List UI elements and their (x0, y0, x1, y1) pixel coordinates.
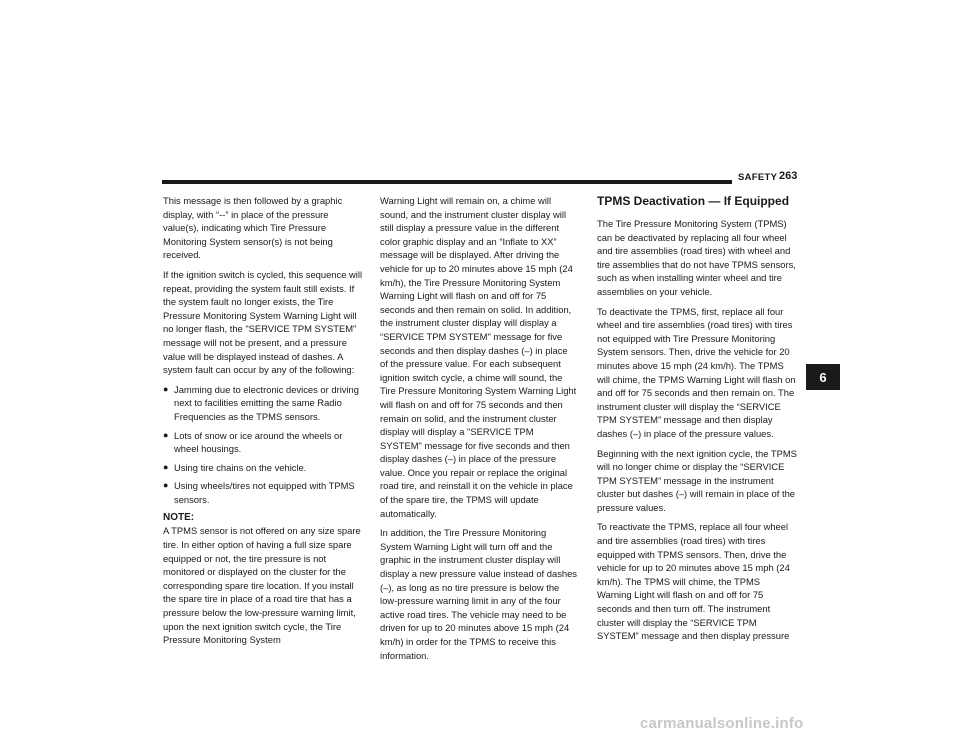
fault-cause-list (163, 383, 366, 507)
list-item: ● Using wheels/tires not equipped with TPMS sensors. (163, 480, 355, 505)
column-1 (163, 194, 366, 653)
note-text: A TPMS sensor is not offered on any size spare tire. In either option of having a full size spare equipped or not, the tire pressure is not monitored or displayed on the cluster for the corresponding spare tire location. If you install the spare tire in place of a road tire that has a pressure below the low-pressure warning limit, upon the next ignition switch cycle, the Tire Pressure Monitoring System (163, 525, 361, 646)
paragraph: If the ignition switch is cycled, this sequence will repeat, providing the system fault still exists. If the system fault no longer exists, the Tire Pressure Monitoring System Warning Light will no longer flash, the "SERVICE TPM SYSTEM" message will not be present, and a pressure value will be displayed instead of dashes. A system fault can occur by any of the following: (163, 268, 363, 376)
note-title: NOTE: (163, 512, 195, 524)
section-title: SAFETY (738, 172, 778, 183)
page-number: 263 (779, 170, 798, 182)
watermark: carmanualsonline.info (640, 715, 804, 732)
list-item: ● Jamming due to electronic devices or driving next to facilities emitting the same Radio Frequencies as the TPMS sensors. (163, 383, 359, 422)
bullet-icon: ● (163, 383, 169, 394)
paragraph: The Tire Pressure Monitoring System (TPMS) can be deactivated by replacing all four wheel and tire assemblies (road tires) with wheel and tire assemblies that do not have TPMS sensors, such as when installing winter wheel and tire assemblies on your vehicle. (597, 218, 796, 297)
paragraph: This message is then followed by a graphic display, with “--” in place of the pressure value(s), indicating which Tire Pressure Monitoring System sensor(s) is not being received. (163, 195, 343, 261)
column-3 (597, 194, 797, 649)
chapter-tab: 6 (806, 364, 840, 390)
section-heading: TPMS Deactivation — If Equipped (597, 194, 790, 208)
paragraph: To deactivate the TPMS, first, replace all four wheel and tire assemblies (road tires) with tires not equipped with Tire Pressure Monitoring System sensors. Then, drive the vehicle for 20 minutes above 15 mph (24 km/h). The TPMS will chime, the TPMS Warning Light will flash on and off for 75 seconds and then remain on. The instrument cluster will display the “SERVICE TPM SYSTEM” message and then display dashes (–) in place of the pressure values. (597, 305, 796, 439)
column-2 (380, 194, 578, 668)
paragraph: Beginning with the next ignition cycle, the TPMS will no longer chime or display the “SERVICE TPM SYSTEM” message in the instrument cluster but dashes (–) will remain in place of the pressure values. (597, 447, 797, 513)
list-item: ● Lots of snow or ice around the wheels or wheel housings. (163, 429, 343, 455)
paragraph: In addition, the Tire Pressure Monitoring System Warning Light will turn off and the graphic in the instrument cluster display will display a new pressure value instead of dashes (–), as long as no tire pressure is below the low-pressure warning limit in any of the four active road tires. The vehicle may need to be driven for up to 20 minutes above 15 mph (24 km/h) in order for the TPMS to receive this information. (380, 527, 577, 661)
paragraph: Warning Light will remain on, a chime will sound, and the instrument cluster display will still display a pressure value in the different color graphic display and an “Inflate to XX” message will be displayed. After driving the vehicle for up to 20 minutes above 15 mph (24 km/h), the Tire Pressure Monitoring System Warning Light will flash on and off for 75 seconds and then remain on solid. In addition, the instrument cluster display will display a “SERVICE TPM SYSTEM" message for five seconds and then display dashes (–) in place of the pressure value. For each subsequent ignition switch cycle, a chime will sound, the Tire Pressure Monitoring System Warning Light will flash on and off for 75 seconds and then remain on solid, and the instrument cluster display will display a "SERVICE TPM SYSTEM" message for five seconds and then display dashes (–) in place of the pressure value. Once you repair or replace the original road tire, and reinstall it on the vehicle in place of the spare tire, the TPMS will update automatically. (380, 195, 577, 519)
bullet-icon: ● (163, 461, 169, 472)
list-item: ● Using tire chains on the vehicle. (163, 461, 307, 473)
paragraph: To reactivate the TPMS, replace all four wheel and tire assemblies (road tires) with tires equipped with TPMS sensors. Then, drive the vehicle for up to 20 minutes above 15 mph (24 km/h). The TPMS will chime, the TPMS Warning Light will flash on and off for 75 seconds and then turn off. The instrument cluster will display the “SERVICE TPM SYSTEM” message and then display pressure (597, 521, 790, 642)
bullet-icon: ● (163, 480, 169, 491)
bullet-icon: ● (163, 429, 169, 440)
header-rule (162, 180, 732, 184)
